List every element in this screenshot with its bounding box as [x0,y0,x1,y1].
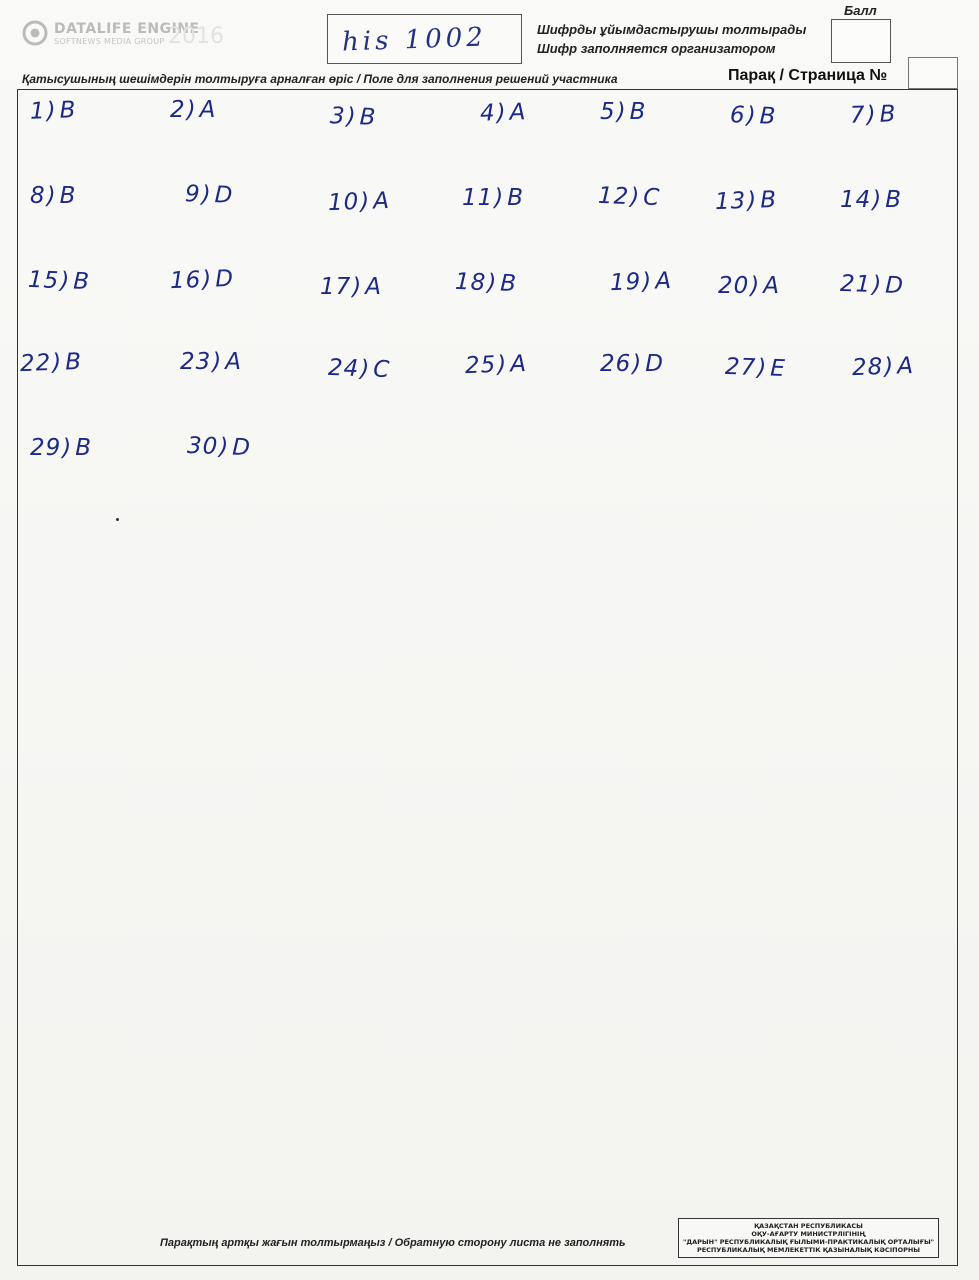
question-number: 7 [849,102,867,129]
question-number: 10 [327,188,360,217]
solutions-field [17,89,958,1266]
answer-item: 12)C [597,182,661,212]
answer-choice: A [365,274,382,300]
question-number: 6 [729,102,747,129]
question-number: 8 [30,183,46,209]
answer-item: 17) A [320,274,382,300]
cipher-note-kz: Шифрды ұйымдастырушы толтырады [537,22,807,37]
answer-choice: B [359,104,377,131]
stamp-line: РЕСПУБЛИКАЛЫҚ МЕМЛЕКЕТТІК ҚАЗЫНАЛЫҚ КӘСІПОРНЫ [696,1246,921,1254]
answer-item: 21)D [839,270,905,300]
solutions-field-label: Қатысушының шешімдерін толтыруға арналған өріс / Поле для заполнения решений участника [22,72,618,86]
answer-choice: B [59,97,77,124]
question-number: 2 [170,97,186,123]
cipher-box [327,14,522,64]
answer-item: 13)B [714,186,778,216]
answer-item: 28)A [851,352,915,382]
answer-item: 24)C [327,354,391,384]
cipher-note [537,20,806,58]
question-number: 12 [597,182,630,210]
answer-item: 2) A [170,97,217,123]
stamp-line: ОҚУ-АҒАРТУ МИНИСТРЛІГІНІҢ [751,1230,866,1238]
page-number-label: Парақ / Страница № [728,67,888,84]
answer-item: 6)B [729,102,777,130]
answer-choice: C [642,184,661,212]
answer-item: 18)B [454,268,518,298]
answer-choice: D [645,351,664,377]
question-number: 5 [600,99,616,125]
institution-stamp [678,1218,939,1258]
question-number: 3 [329,103,347,130]
answer-choice: D [884,272,905,300]
answer-choice: B [507,185,525,211]
question-number: 27 [724,353,757,382]
answer-item: 22)B [19,348,83,378]
answer-choice: A [896,352,915,380]
question-number: 16 [169,267,202,295]
question-number: 22 [19,349,52,378]
score-box [831,19,891,63]
footer-note: Парақтың артқы жағын толтырмаңыз / Обратную сторону листа не заполнять [160,1237,626,1249]
question-number: 29 [30,435,62,461]
answer-choice: A [509,99,527,126]
answer-choice: B [75,435,93,461]
faint-print-through: 2016 [168,24,224,49]
answer-item: 30)D [186,432,252,462]
answer-choice: A [763,273,780,299]
answer-choice: A [654,267,673,295]
question-number: 26 [600,351,632,377]
answer-item: 15)B [27,266,91,296]
stray-mark [116,518,119,521]
answer-item: 19)A [609,267,673,297]
question-number: 19 [609,268,642,297]
question-number: 23 [180,349,212,375]
answer-choice: B [885,187,903,213]
answer-item: 9)D [184,181,234,209]
watermark-title: DATALIFE ENGINE [54,20,200,37]
answer-item: 10)A [327,187,391,217]
stamp-line: ҚАЗАҚСТАН РЕСПУБЛИКАСЫ [754,1222,863,1230]
answer-item: 26) D [600,351,664,377]
answer-choice: B [59,183,77,209]
answer-item: 1)B [29,97,77,125]
question-number: 4 [479,100,497,127]
stamp-line: "ДАРЫН" РЕСПУБЛИКАЛЫҚ ҒЫЛЫМИ-ПРАКТИКАЛЫҚ ОРТАЛЫҒЫ" [682,1238,935,1246]
answer-item: 14) B [840,187,903,213]
answer-item: 3)B [329,103,377,131]
cipher-value: his 1002 [341,22,488,58]
cipher-note-ru: Шифр заполняется организатором [537,41,776,56]
answer-choice: C [372,356,391,384]
answer-choice: B [499,270,518,298]
answer-choice: D [214,265,235,293]
page-number-box [908,57,958,89]
question-number: 28 [851,353,884,382]
answer-item: 7)B [849,101,897,129]
answer-choice: B [72,268,91,296]
question-number: 18 [454,268,487,297]
answer-choice: A [199,97,217,123]
question-number: 14 [840,187,872,213]
question-number: 11 [462,185,494,211]
answer-choice: A [372,187,391,215]
answer-item: 4)A [479,99,527,127]
score-label: Балл [844,3,877,18]
answer-item: 29) B [30,435,93,461]
answer-item: 27)E [724,353,787,383]
question-number: 25 [464,351,497,380]
question-number: 13 [714,187,747,216]
answer-choice: B [64,348,83,376]
answer-choice: B [759,186,778,214]
answer-choice: B [629,99,647,125]
question-number: 9 [184,181,202,208]
answer-item: 25)A [464,350,528,380]
answer-choice: D [231,434,252,462]
question-number: 17 [320,274,352,300]
answer-item: 16)D [169,265,235,295]
answer-choice: B [759,103,777,130]
question-number: 1 [29,98,47,125]
datalife-logo-icon [22,20,48,46]
answer-choice: B [879,101,897,128]
answer-item: 11) B [462,185,525,211]
answer-choice: E [769,355,787,383]
answer-item: 8) B [30,183,77,209]
answer-item: 20) A [718,273,780,299]
answer-item: 5) B [600,99,647,125]
answer-choice: A [225,349,242,375]
answer-choice: A [509,350,528,378]
answer-choice: D [214,182,234,209]
question-number: 21 [839,270,872,298]
question-number: 15 [27,266,60,295]
watermark-subtitle: SOFTNEWS MEDIA GROUP [54,36,165,46]
question-number: 20 [718,273,750,299]
answer-item: 23) A [180,349,242,375]
question-number: 30 [186,432,219,460]
question-number: 24 [327,354,360,382]
